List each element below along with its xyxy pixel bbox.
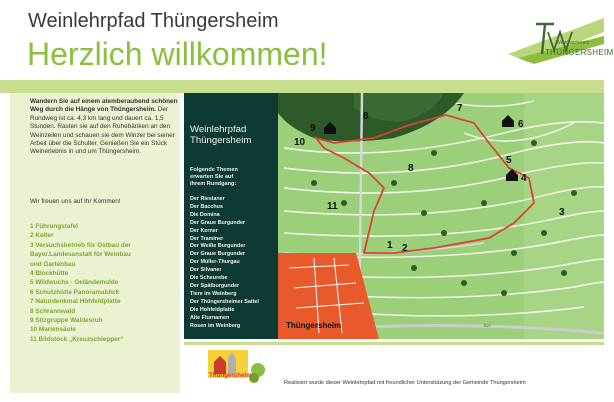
panel-sub-line1: Folgende Themen <box>190 167 238 173</box>
theme-item: Der Graue Burgunder <box>190 251 246 258</box>
map-number-4: 4 <box>521 173 527 184</box>
header-band <box>0 80 604 93</box>
map-number-7: 7 <box>457 103 463 114</box>
theme-item: Der Thüngersheimer Sattel <box>190 298 259 305</box>
logo-name: THÜNGERSHEIM <box>545 48 614 57</box>
intro-text <box>30 98 180 157</box>
intro-body: Der Rundweg ist ca. 4,3 km lang und dauert ca. 1,5 Stunden. Rasten sie auf den Ruhebänken an den Weinzeilen und schauen sie dem Winzer bei seiner Arbeit über die Schulter. Genießen Sie ein Stück Weinerlebnis in und um Thüngersheim. <box>30 106 175 156</box>
map-number-9: 9 <box>310 123 316 134</box>
panel-title-line2: Thüngersheim <box>190 135 252 146</box>
theme-list <box>190 196 259 330</box>
municipality-logo <box>206 348 268 392</box>
panel-title-line1: Weinlehrpfad <box>190 124 247 135</box>
welcome-heading: Herzlich willkommen! <box>27 36 328 72</box>
station-item: 6 Schutzhütte Panoramablick <box>30 288 120 296</box>
station-item: 9 Sitzgruppe Waldesruh <box>30 317 103 325</box>
station-item: 11 Bildstock „Kreuzschlepper“ <box>30 335 124 343</box>
theme-item: Alte Flurnamen <box>190 314 230 321</box>
station-item: und Gartenbau <box>30 260 76 268</box>
header <box>0 0 614 78</box>
station-item: 3 Versuchsbetrieb für Ostbau der <box>30 241 131 249</box>
theme-item: Der Weiße Burgunder <box>190 243 246 250</box>
municipality-name: Thüngersheim <box>209 372 252 379</box>
page-title: Weinlehrpfad Thüngersheim <box>28 10 279 32</box>
station-item: 8 Schrannwald <box>30 307 76 315</box>
station-item: 1 Führungstafel <box>30 223 78 230</box>
theme-item: Der Kerner <box>190 227 218 234</box>
theme-item: Der Traminer <box>190 235 224 242</box>
map-number-8b: 8 <box>408 163 414 174</box>
map-number-6: 6 <box>518 119 524 130</box>
intro-bold: Wandern Sie auf einem atemberaubend schönen Weg durch die Hänge von Thüngersheim. <box>30 98 178 114</box>
town-label: Thüngersheim <box>286 321 342 330</box>
panel-subtitle <box>190 167 238 188</box>
theme-item: Der Silvaner <box>190 267 222 274</box>
station-item: Bayer.Landesanstalt für Weinbau <box>30 251 131 259</box>
road-label: B27 <box>484 323 492 328</box>
theme-item: Rosen im Weinberg <box>190 322 241 329</box>
theme-item: Tiere im Weinberg <box>190 290 237 297</box>
theme-item: Die Domina <box>190 211 220 218</box>
logo-subtitle: Weinbauverein <box>556 40 590 46</box>
station-item: 10 Mariensäule <box>30 326 76 334</box>
theme-item: Der Graue Burgunder <box>190 219 246 226</box>
panel-sub-line2: erwarten Sie auf <box>190 174 234 180</box>
station-list <box>30 222 180 344</box>
panel-sub-line3: ihrem Rundgang: <box>190 181 237 187</box>
station-item: 4 Blockhütte <box>30 270 69 278</box>
theme-item: Die Scheurebe <box>190 275 228 282</box>
footer-credit: Realisiert wurde dieser Weinlehrpfad mit freundlicher Unterstützung der Gemeinde Thüngersheim <box>284 380 526 386</box>
station-item: 5 Wildwuchs - Geländemulde <box>30 279 119 287</box>
map-number-1: 1 <box>387 240 393 251</box>
invite-text: Wir freuen uns auf Ihr Kommen! <box>30 198 121 205</box>
theme-item: Die Hohfeldplatte <box>190 306 235 313</box>
station-item: 7 Naturdenkmal Höhfeldplatte <box>30 298 121 306</box>
theme-item: Der Bacchus <box>190 203 223 210</box>
map-number-8a: 8 <box>363 111 369 122</box>
panel-title <box>190 124 251 146</box>
map-number-3: 3 <box>559 207 565 218</box>
theme-item: Der Spätburgunder <box>190 282 240 289</box>
theme-item: Der Müller-Thurgau <box>190 259 240 266</box>
map-number-10: 10 <box>294 137 306 148</box>
map-number-5: 5 <box>506 155 512 166</box>
station-item: 2 Kelter <box>30 232 54 240</box>
theme-item: Der Rieslaner <box>190 196 225 202</box>
map-number-11: 11 <box>327 201 338 212</box>
map-number-2: 2 <box>402 243 408 254</box>
